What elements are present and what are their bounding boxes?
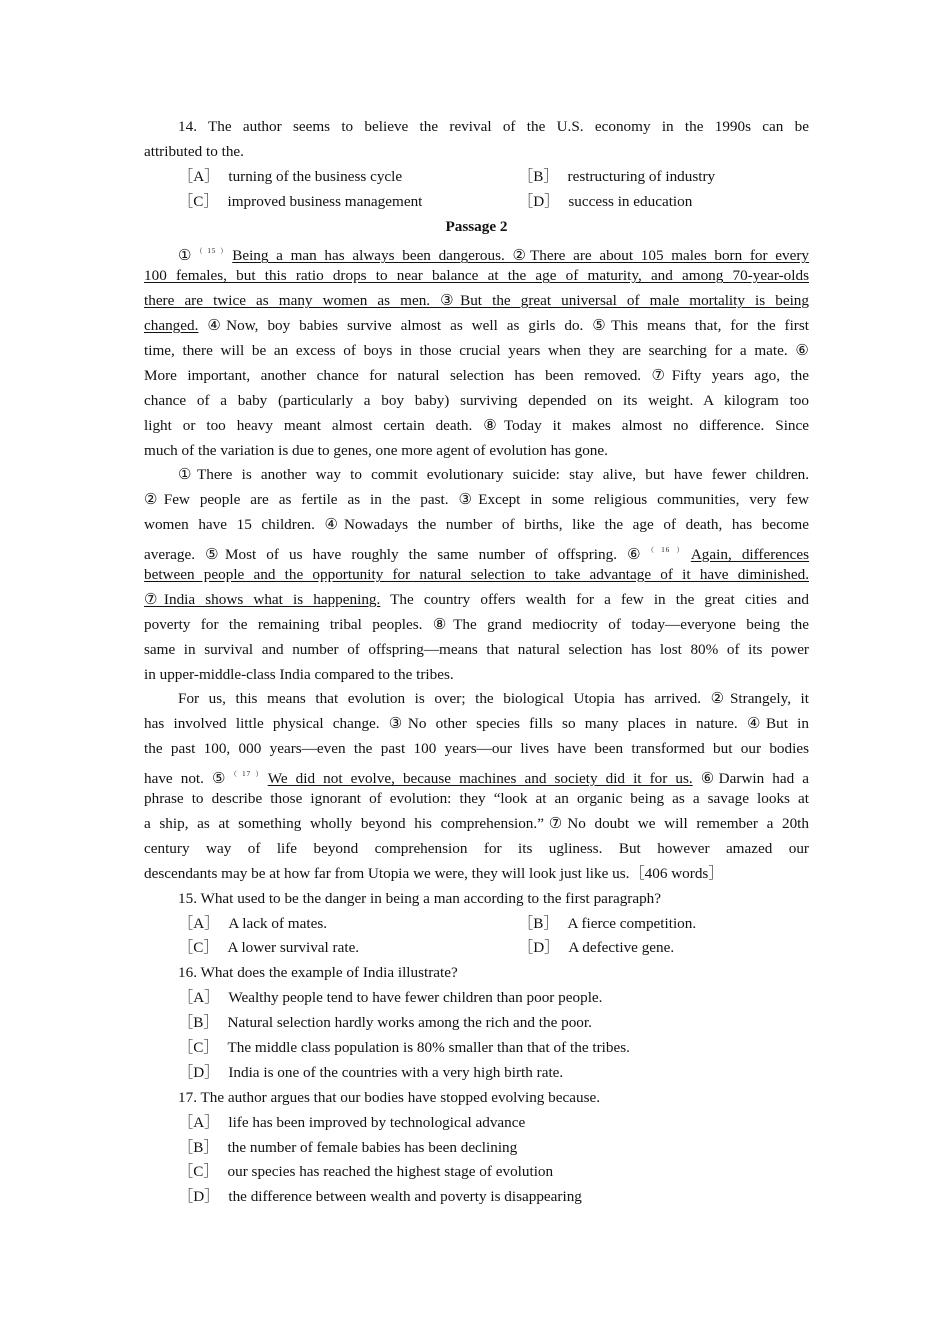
- question-17: [144, 1086, 809, 1210]
- paragraph-line: ①There is another way to commit evolutionary suicide: stay alive, but have fewer children.: [178, 466, 809, 484]
- paragraph-line: have not. ⑤$^{(17)}$We did not evolve, because machines and society did it for us. ⑥Darwin had a: [144, 770, 810, 788]
- question-stem: 15. What used to be the danger in being a man according to the first paragraph?: [178, 889, 662, 907]
- question-marker-16: （16）: [646, 546, 691, 555]
- paragraph-line: between people and the opportunity for natural selection to take advantage of it have diminished.: [144, 566, 809, 584]
- option-a: ［A］ turning of the business cycle: [178, 167, 403, 185]
- paragraph-line: there are twice as many women as men. ③But the great universal of male mortality is being: [144, 292, 809, 310]
- option-d: ［D］ the difference between wealth and poverty is disappearing: [178, 1188, 582, 1206]
- option-row: [144, 190, 809, 215]
- question-15: [144, 887, 809, 962]
- option-row: [144, 165, 809, 190]
- question-16: [144, 961, 809, 1085]
- question-stem: 16. What does the example of India illustrate?: [178, 964, 458, 982]
- option-c: ［C］ our species has reached the highest stage of evolution: [178, 1163, 554, 1181]
- option-b: ［B］ restructuring of industry: [518, 167, 716, 185]
- paragraph-line: ⑦India shows what is happening. The country offers wealth for a few in the great cities and: [144, 590, 809, 608]
- paragraph-line: light or too heavy meant almost certain death. ⑧Today it makes almost no difference. Since: [144, 416, 809, 434]
- question-stem: 17. The author argues that our bodies have stopped evolving because.: [178, 1088, 601, 1106]
- option-b: ［B］ the number of female babies has been declining: [178, 1138, 518, 1156]
- underlined-text: Being a man has always been dangerous. ②There are about 105 males born for every: [232, 247, 810, 265]
- paragraph-line: ①$^{(15)}$Being a man has always been dangerous. ②There are about 105 males born for every: [178, 247, 810, 265]
- option-a: ［A］ A lack of mates.: [178, 914, 328, 932]
- paragraph-line: poverty for the remaining tribal peoples. ⑧The grand mediocrity of today—everyone being the: [144, 615, 809, 633]
- paragraph-line: phrase to describe those ignorant of evolution: they “look at an organic being as a savage looks at: [144, 790, 809, 808]
- paragraph-line: women have 15 children. ④Nowadays the number of births, like the age of death, has become: [144, 516, 809, 534]
- paragraph-line: same in survival and number of offspring—means that natural selection has lost 80% of its power: [144, 640, 809, 658]
- option-d: ［D］ India is one of the countries with a very high birth rate.: [178, 1063, 564, 1081]
- paragraph-line: a ship, as at something wholly beyond his comprehension.”⑦No doubt we will remember a 20th: [144, 814, 809, 832]
- paragraph-line: the past 100, 000 years—even the past 100 years—our lives have been transformed but our bodies: [144, 740, 809, 758]
- passage-title: Passage 2: [445, 217, 508, 235]
- question-stem: attributed to the.: [144, 142, 244, 160]
- paragraph-line: For us, this means that evolution is over; the biological Utopia has arrived. ②Strangely, it: [178, 690, 809, 708]
- underlined-text: ⑦India shows what is happening.: [144, 590, 381, 608]
- passage-paragraph-1: [144, 239, 809, 463]
- paragraph-line: average. ⑤Most of us have roughly the same number of offspring. ⑥$^{(16)}$Again, differences: [144, 546, 810, 564]
- paragraph-line: has involved little physical change. ③No other species fills so many places in nature. ④But in: [144, 715, 809, 733]
- option-row: [144, 936, 809, 961]
- passage-paragraph-2: [144, 463, 809, 687]
- option-b: ［B］ A fierce competition.: [518, 914, 697, 932]
- underlined-text: changed.: [144, 317, 199, 335]
- option-d: ［D］ success in education: [518, 192, 693, 210]
- option-row: [144, 912, 809, 937]
- option-b: ［B］ Natural selection hardly works among the rich and the poor.: [178, 1014, 592, 1032]
- option-a: ［A］ life has been improved by technological advance: [178, 1113, 526, 1131]
- paragraph-line: More important, another chance for natural selection has been removed. ⑦Fifty years ago, the: [144, 366, 809, 384]
- question-14: [144, 115, 809, 215]
- option-c: ［C］ The middle class population is 80% smaller than that of the tribes.: [178, 1038, 630, 1056]
- document-page: [144, 115, 809, 1210]
- paragraph-line: chance of a baby (particularly a boy baby) surviving depended on its weight. A kilogram too: [144, 391, 809, 409]
- option-a: ［A］ Wealthy people tend to have fewer children than poor people.: [178, 989, 603, 1007]
- underlined-text: Again, differences: [690, 546, 810, 564]
- option-c: ［C］ A lower survival rate.: [178, 939, 360, 957]
- passage-paragraph-3: [144, 687, 809, 886]
- paragraph-line: ②Few people are as fertile as in the past. ③Except in some religious communities, very few: [144, 491, 809, 509]
- option-c: ［C］ improved business management: [178, 192, 423, 210]
- paragraph-line: 100 females, but this ratio drops to near balance at the age of maturity, and among 70-year-olds: [144, 267, 809, 285]
- paragraph-line: much of the variation is due to genes, one more agent of evolution has gone.: [144, 441, 608, 459]
- paragraph-line: changed. ④Now, boy babies survive almost as well as girls do. ⑤This means that, for the first: [144, 317, 809, 335]
- paragraph-line: century way of life beyond comprehension for its ugliness. But however amazed our: [144, 839, 809, 857]
- paragraph-line: time, there will be an excess of boys in those crucial years when they are searching for a mate. ⑥: [144, 342, 809, 360]
- underlined-text: We did not evolve, because machines and society did it for us.: [267, 770, 693, 788]
- paragraph-line: in upper-middle-class India compared to the tribes.: [144, 665, 454, 683]
- question-marker-15: （15）: [195, 247, 233, 256]
- question-stem: 14. The author seems to believe the revival of the U.S. economy in the 1990s can be: [178, 118, 809, 135]
- paragraph-line: descendants may be at how far from Utopia we were, they will look just like us.［406 words］: [144, 864, 724, 882]
- option-d: ［D］ A defective gene.: [518, 939, 675, 957]
- question-marker-17: （17）: [229, 770, 268, 779]
